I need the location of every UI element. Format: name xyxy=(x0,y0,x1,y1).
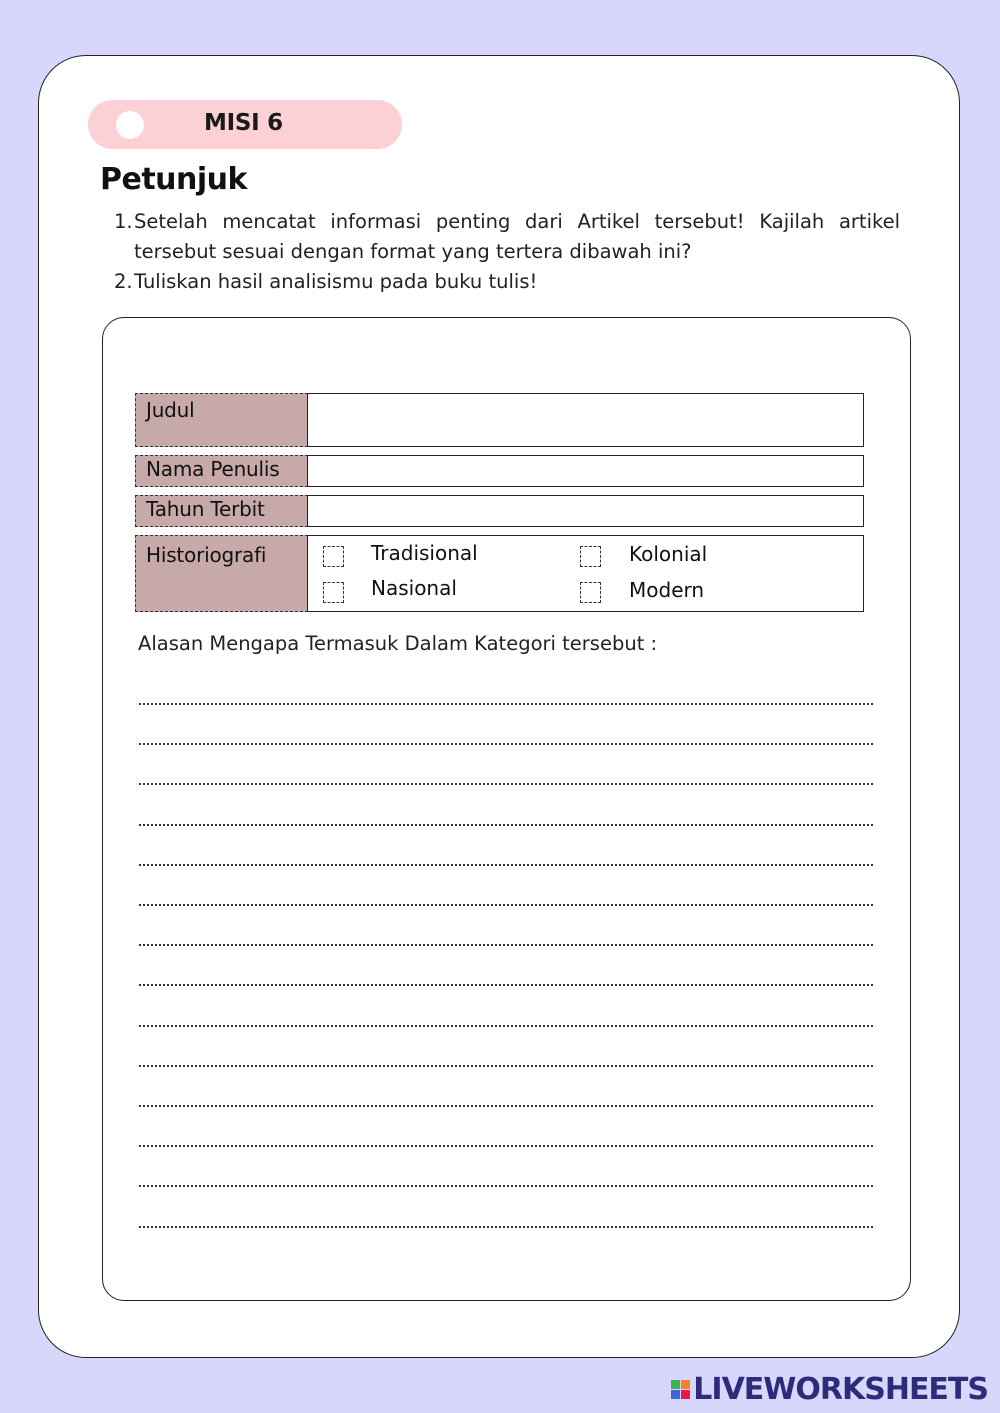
instruction-number: 1. xyxy=(114,210,133,233)
instruction-number: 2. xyxy=(114,270,133,293)
option-kolonial: Kolonial xyxy=(629,542,708,566)
instruction-1 xyxy=(114,207,900,267)
answer-line[interactable] xyxy=(139,1226,873,1228)
brand-text: LIVEWORKSHEETS xyxy=(693,1372,988,1407)
instruction-2 xyxy=(114,267,900,297)
option-modern: Modern xyxy=(629,578,705,602)
instructions-heading: Petunjuk xyxy=(100,162,247,197)
instruction-text: Setelah mencatat informasi penting dari Artikel tersebut! Kajilah artikel tersebut sesuai dengan format yang tertera dibawah ini? xyxy=(134,210,900,263)
judul-label: Judul xyxy=(135,393,308,447)
answer-line[interactable] xyxy=(139,1185,873,1187)
historiografi-label: Historiografi xyxy=(135,535,308,612)
mission-label: MISI 6 xyxy=(204,110,283,136)
checkbox-kolonial[interactable] xyxy=(580,546,601,567)
answer-line[interactable] xyxy=(139,1025,873,1027)
answer-line[interactable] xyxy=(139,864,873,866)
answer-line[interactable] xyxy=(139,783,873,785)
option-tradisional: Tradisional xyxy=(371,541,478,565)
checkbox-modern[interactable] xyxy=(580,582,601,603)
answer-line[interactable] xyxy=(139,824,873,826)
penulis-field[interactable] xyxy=(307,455,864,487)
answer-line[interactable] xyxy=(139,1145,873,1147)
checkbox-nasional[interactable] xyxy=(323,582,344,603)
mission-dot xyxy=(116,111,144,139)
tahun-field[interactable] xyxy=(307,495,864,527)
answer-line[interactable] xyxy=(139,743,873,745)
instruction-text: Tuliskan hasil analisismu pada buku tulis! xyxy=(134,270,538,293)
brand-logo-icon xyxy=(671,1380,690,1399)
answer-line[interactable] xyxy=(139,1105,873,1107)
checkbox-tradisional[interactable] xyxy=(323,546,344,567)
option-nasional: Nasional xyxy=(371,576,457,600)
tahun-label: Tahun Terbit xyxy=(135,495,308,527)
reason-label: Alasan Mengapa Termasuk Dalam Kategori tersebut : xyxy=(138,632,658,655)
judul-field[interactable] xyxy=(307,393,864,447)
penulis-label: Nama Penulis xyxy=(135,455,308,487)
answer-line[interactable] xyxy=(139,984,873,986)
answer-line[interactable] xyxy=(139,1065,873,1067)
answer-line[interactable] xyxy=(139,944,873,946)
answer-line[interactable] xyxy=(139,703,873,705)
liveworksheets-brand xyxy=(671,1372,988,1407)
answer-line[interactable] xyxy=(139,904,873,906)
